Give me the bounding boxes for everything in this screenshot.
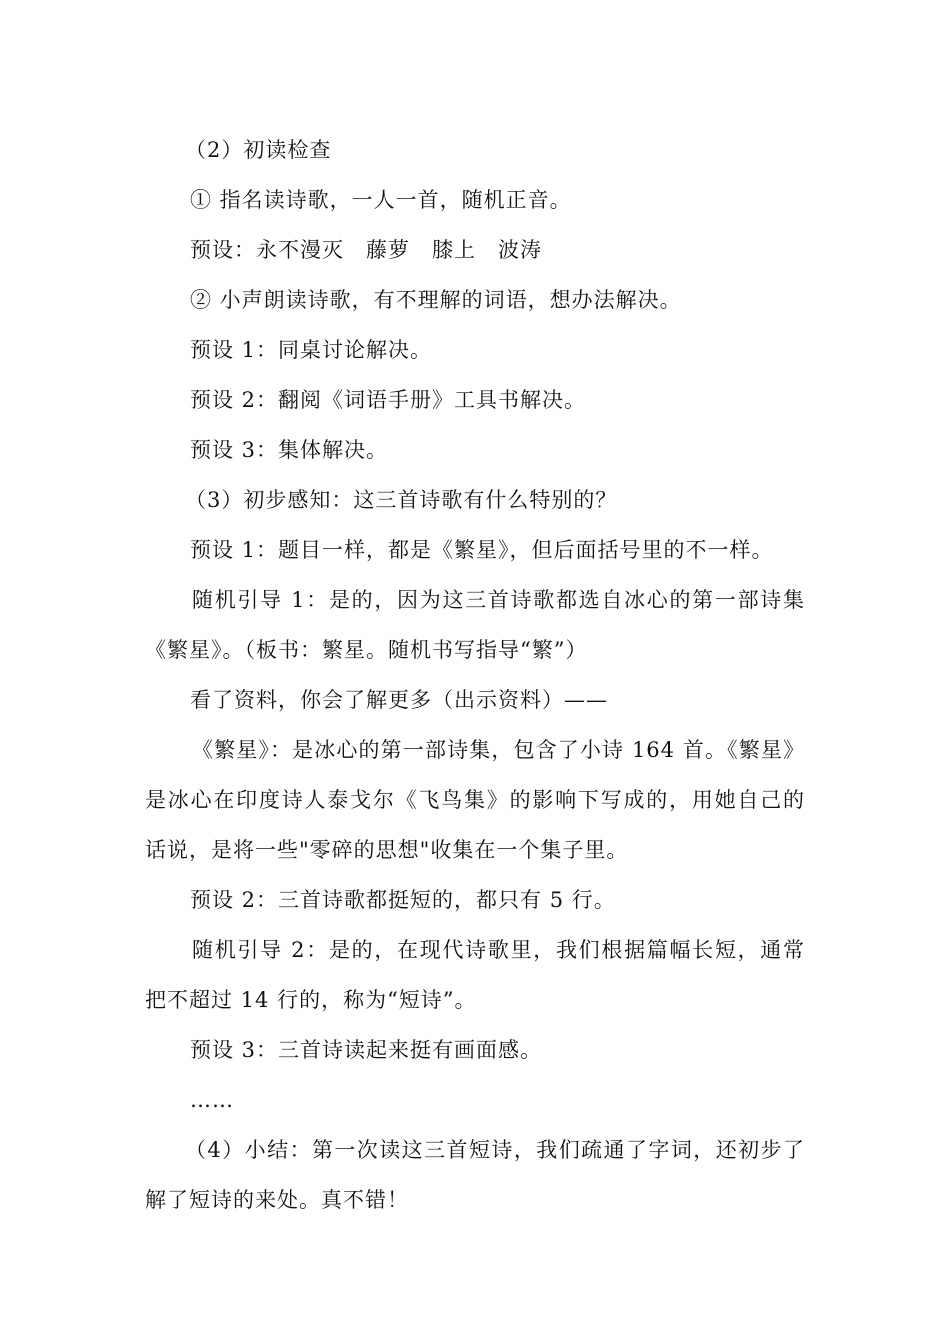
section-heading-2: （2）初读检查 — [185, 138, 332, 162]
ellipsis: …… — [190, 1088, 234, 1112]
preset-1-text: 预设 1：同桌讨论解决。 — [190, 338, 433, 362]
materials-line-2: 是冰心在印度诗人泰戈尔《飞鸟集》的影响下写成的，用她自己的 — [145, 788, 805, 812]
preset-1-perception: 预设 1：题目一样，都是《繁星》，但后面括号里的不一样。 — [190, 538, 774, 562]
step-2-text: ② 小声朗读诗歌，有不理解的词语，想办法解决。 — [190, 288, 682, 312]
guide-2-line-1: 随机引导 2：是的，在现代诗歌里，我们根据篇幅长短，通常 — [192, 938, 805, 962]
materials-line-1: 《繁星》：是冰心的第一部诗集，包含了小诗 164 首。《繁星》 — [192, 738, 805, 762]
guide-1-line-1: 随机引导 1：是的，因为这三首诗歌都选自冰心的第一部诗集 — [192, 588, 805, 612]
preset-3-perception: 预设 3：三首诗读起来挺有画面感。 — [190, 1038, 543, 1062]
materials-line-3: 话说，是将一些"零碎的思想"收集在一个集子里。 — [145, 838, 629, 862]
preset-words: 预设：永不漫灭 藤萝 膝上 波涛 — [190, 238, 542, 262]
preset-3-text: 预设 3：集体解决。 — [190, 438, 389, 462]
summary-line-2: 解了短诗的来处。真不错！ — [145, 1188, 409, 1212]
guide-1-line-2: 《繁星》。（板书：繁星。随机书写指导“繁”） — [145, 638, 588, 662]
materials-intro: 看了资料，你会了解更多（出示资料）—— — [190, 688, 608, 712]
preset-2-perception: 预设 2：三首诗歌都挺短的，都只有 5 行。 — [190, 888, 616, 912]
preset-2-text: 预设 2：翻阅《词语手册》工具书解决。 — [190, 388, 587, 412]
step-1-text: ① 指名读诗歌，一人一首，随机正音。 — [190, 188, 572, 212]
section-heading-3: （3）初步感知：这三首诗歌有什么特别的？ — [185, 488, 618, 512]
summary-line-1: （4）小结：第一次读这三首短诗，我们疏通了字词，还初步了 — [185, 1138, 805, 1162]
guide-2-line-2: 把不超过 14 行的，称为“短诗”。 — [145, 988, 477, 1012]
